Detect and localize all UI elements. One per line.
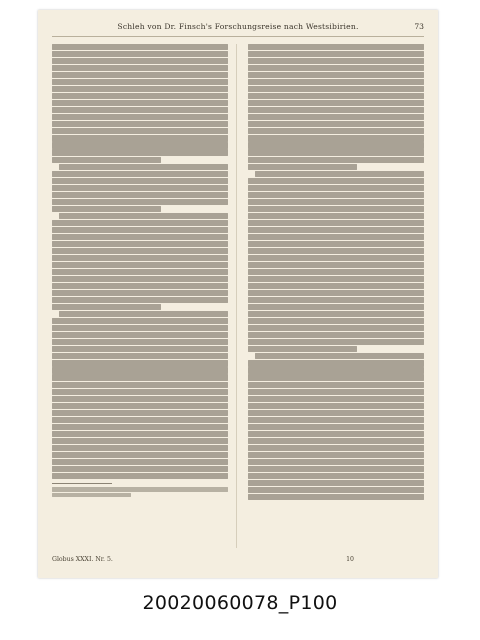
text-line bbox=[248, 339, 424, 345]
text-line bbox=[52, 107, 228, 113]
text-line bbox=[52, 234, 228, 240]
text-line bbox=[248, 480, 424, 486]
text-line bbox=[52, 121, 228, 127]
text-line bbox=[248, 382, 424, 388]
text-line bbox=[52, 339, 228, 345]
text-line bbox=[248, 466, 424, 472]
text-line bbox=[52, 452, 228, 458]
text-line bbox=[248, 149, 424, 155]
text-line bbox=[52, 206, 161, 212]
text-line bbox=[52, 255, 228, 261]
text-line bbox=[248, 79, 424, 85]
page-number: 73 bbox=[414, 22, 424, 31]
text-line bbox=[248, 346, 357, 352]
text-line bbox=[248, 311, 424, 317]
text-line bbox=[248, 164, 357, 170]
text-line bbox=[52, 389, 228, 395]
text-line bbox=[248, 445, 424, 451]
text-line bbox=[59, 311, 228, 317]
text-line bbox=[248, 86, 424, 92]
text-line bbox=[248, 248, 424, 254]
text-line bbox=[52, 353, 228, 359]
text-line bbox=[248, 178, 424, 184]
running-header bbox=[52, 22, 424, 37]
text-line bbox=[248, 276, 424, 282]
text-line bbox=[52, 283, 228, 289]
text-line bbox=[248, 367, 424, 373]
signature-mark: 10 bbox=[346, 556, 354, 563]
text-line bbox=[248, 283, 424, 289]
text-line bbox=[52, 318, 228, 324]
text-line bbox=[52, 431, 228, 437]
text-line bbox=[52, 178, 228, 184]
text-line bbox=[248, 192, 424, 198]
text-line bbox=[248, 452, 424, 458]
archive-id-caption: 20020060078_P100 bbox=[142, 592, 338, 614]
text-line bbox=[52, 185, 228, 191]
text-line bbox=[248, 459, 424, 465]
scanned-page bbox=[38, 10, 438, 578]
text-line bbox=[248, 473, 424, 479]
text-line bbox=[248, 318, 424, 324]
text-line bbox=[248, 396, 424, 402]
text-line bbox=[248, 487, 424, 493]
footnote-line bbox=[52, 493, 131, 498]
right-text-column bbox=[248, 44, 424, 548]
text-line bbox=[52, 135, 228, 141]
text-line bbox=[248, 72, 424, 78]
text-line bbox=[52, 466, 228, 472]
text-line bbox=[52, 58, 228, 64]
text-line bbox=[52, 410, 228, 416]
text-line bbox=[248, 374, 424, 380]
text-line bbox=[52, 304, 161, 310]
text-line bbox=[248, 403, 424, 409]
text-line bbox=[248, 220, 424, 226]
text-line bbox=[52, 346, 228, 352]
text-line bbox=[248, 269, 424, 275]
text-line bbox=[52, 79, 228, 85]
text-line bbox=[248, 332, 424, 338]
text-line bbox=[52, 100, 228, 106]
text-line bbox=[52, 262, 228, 268]
text-line bbox=[248, 290, 424, 296]
text-line bbox=[52, 171, 228, 177]
text-line bbox=[248, 100, 424, 106]
text-line bbox=[52, 149, 228, 155]
page-footer bbox=[52, 556, 424, 568]
footnote-rule bbox=[52, 483, 112, 484]
running-head-title: Schleh von Dr. Finsch's Forschungsreise nach Westsibirien. bbox=[117, 22, 359, 31]
text-line bbox=[59, 164, 228, 170]
text-line bbox=[255, 171, 424, 177]
text-line bbox=[52, 192, 228, 198]
text-line bbox=[248, 121, 424, 127]
text-line bbox=[248, 417, 424, 423]
text-line bbox=[248, 255, 424, 261]
text-line bbox=[248, 494, 424, 500]
text-line bbox=[52, 227, 228, 233]
column-divider bbox=[236, 44, 237, 548]
text-line bbox=[248, 44, 424, 50]
text-line bbox=[52, 157, 161, 163]
footnote-line bbox=[52, 487, 228, 492]
text-line bbox=[52, 360, 228, 366]
text-line bbox=[248, 65, 424, 71]
text-line bbox=[248, 51, 424, 57]
text-line bbox=[248, 93, 424, 99]
text-line bbox=[248, 227, 424, 233]
text-line bbox=[52, 424, 228, 430]
text-line bbox=[52, 114, 228, 120]
text-line bbox=[52, 438, 228, 444]
text-line bbox=[248, 114, 424, 120]
text-line bbox=[52, 86, 228, 92]
text-line bbox=[248, 128, 424, 134]
text-columns bbox=[52, 44, 424, 548]
text-line bbox=[248, 389, 424, 395]
text-line bbox=[52, 199, 228, 205]
text-line bbox=[52, 297, 228, 303]
text-line bbox=[248, 325, 424, 331]
text-line bbox=[52, 382, 228, 388]
text-line bbox=[52, 332, 228, 338]
text-line bbox=[52, 473, 228, 479]
text-line bbox=[52, 220, 228, 226]
text-line bbox=[248, 234, 424, 240]
text-line bbox=[248, 206, 424, 212]
text-line bbox=[52, 269, 228, 275]
text-line bbox=[248, 107, 424, 113]
text-line bbox=[52, 325, 228, 331]
text-line bbox=[52, 276, 228, 282]
text-line bbox=[248, 360, 424, 366]
text-line bbox=[52, 459, 228, 465]
text-line bbox=[52, 241, 228, 247]
text-line bbox=[52, 290, 228, 296]
text-line bbox=[248, 410, 424, 416]
text-line bbox=[248, 142, 424, 148]
text-line bbox=[52, 417, 228, 423]
text-line bbox=[52, 51, 228, 57]
text-line bbox=[52, 248, 228, 254]
text-line bbox=[52, 142, 228, 148]
text-line bbox=[52, 445, 228, 451]
text-line bbox=[248, 424, 424, 430]
text-line bbox=[52, 65, 228, 71]
text-line bbox=[59, 213, 228, 219]
journal-issue: Globus XXXI. Nr. 5. bbox=[52, 556, 113, 563]
text-line bbox=[255, 353, 424, 359]
text-line bbox=[52, 403, 228, 409]
text-line bbox=[248, 135, 424, 141]
text-line bbox=[248, 297, 424, 303]
text-line bbox=[248, 262, 424, 268]
text-line bbox=[248, 185, 424, 191]
text-line bbox=[248, 304, 424, 310]
text-line bbox=[52, 374, 228, 380]
text-line bbox=[248, 438, 424, 444]
text-line bbox=[52, 396, 228, 402]
text-line bbox=[52, 367, 228, 373]
text-line bbox=[52, 44, 228, 50]
text-line bbox=[248, 157, 424, 163]
text-line bbox=[248, 241, 424, 247]
text-line bbox=[248, 58, 424, 64]
text-line bbox=[52, 128, 228, 134]
text-line bbox=[248, 213, 424, 219]
text-line bbox=[248, 199, 424, 205]
left-text-column bbox=[52, 44, 228, 548]
text-line bbox=[52, 93, 228, 99]
text-line bbox=[52, 72, 228, 78]
text-line bbox=[248, 431, 424, 437]
